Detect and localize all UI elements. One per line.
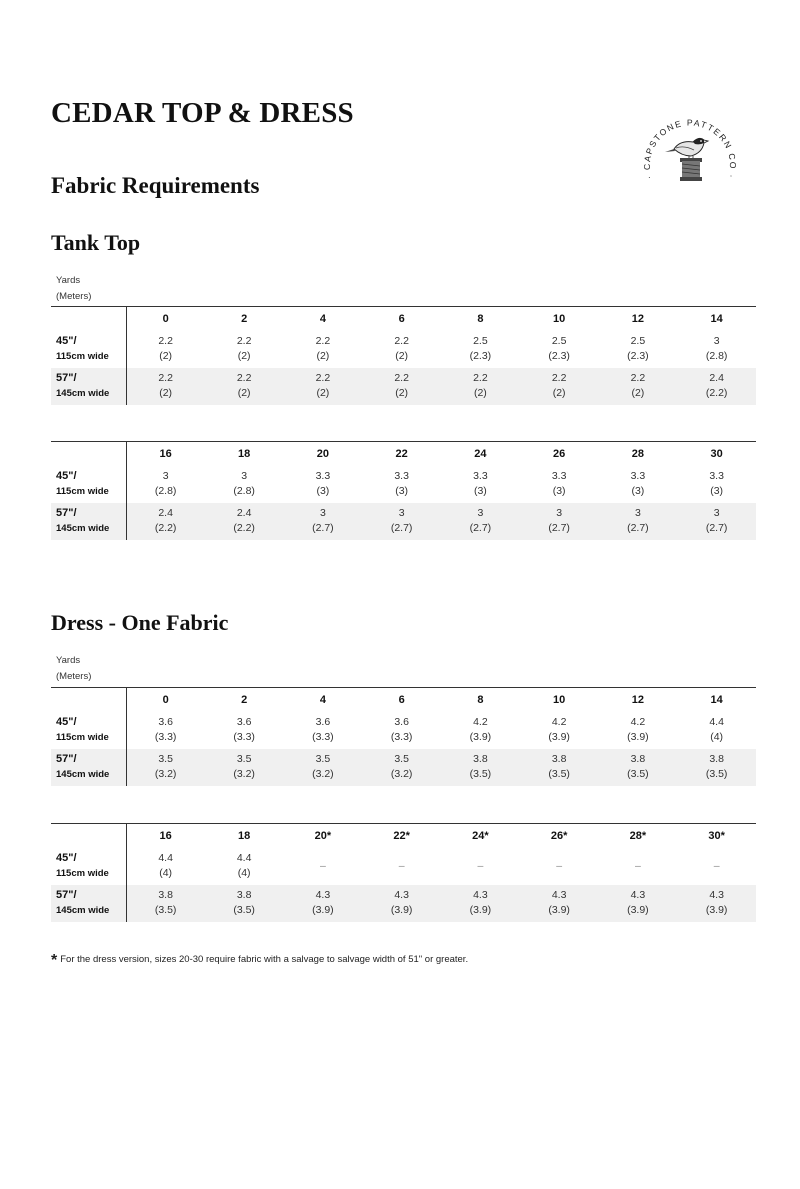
fabric-width-label: 45"/ 115cm wide: [51, 848, 126, 885]
yardage-cell-empty: –: [477, 859, 484, 872]
fabric-width-row-57: [51, 503, 756, 540]
size-header: 30: [677, 442, 756, 466]
yardage-cell: 3.5 (3.2): [312, 753, 334, 780]
yardage-cell: 3.3 (3): [709, 470, 724, 497]
yardage-cell: 3 (2.7): [705, 507, 728, 534]
fabric-width-label: 57"/ 145cm wide: [51, 503, 126, 540]
size-header: 10: [520, 688, 599, 712]
yardage-cell-empty: –: [556, 859, 563, 872]
size-header: 30*: [677, 824, 756, 848]
size-header: 16: [126, 824, 205, 848]
dress-table-sizes-16-30: [51, 823, 756, 922]
yardage-cell: 3.3 (3): [630, 470, 646, 497]
yardage-cell: 3.5 (3.2): [233, 753, 255, 780]
yardage-cell: 2.2 (2): [236, 335, 252, 362]
size-header-row: [51, 442, 756, 466]
header-corner: [51, 688, 126, 712]
yardage-cell: 2.2 (2): [158, 335, 173, 362]
yardage-cell-empty: –: [634, 859, 641, 872]
yardage-cell: 4.3 (3.9): [705, 889, 728, 916]
size-header: 6: [362, 688, 441, 712]
size-header: 26*: [520, 824, 599, 848]
yardage-cell: 3.3 (3): [473, 470, 488, 497]
header-corner: [51, 442, 126, 466]
size-header-row: [51, 307, 756, 331]
yardage-cell: 2.4 (2.2): [233, 507, 255, 534]
yardage-cell: 2.5 (2.3): [548, 335, 570, 362]
yardage-cell: 4.3 (3.9): [627, 889, 649, 916]
fabric-width-row-45: [51, 712, 756, 749]
header-corner: [51, 824, 126, 848]
size-header: 4: [284, 688, 363, 712]
size-header: 4: [284, 307, 363, 331]
yardage-cell: 3 (2.7): [548, 507, 570, 534]
yardage-cell: 2.5 (2.3): [627, 335, 649, 362]
yardage-cell: 4.2 (3.9): [469, 716, 492, 743]
fabric-width-label: 57"/ 145cm wide: [51, 885, 126, 922]
yardage-cell: 4.4 (4): [709, 716, 724, 743]
size-header: 24: [441, 442, 520, 466]
yardage-cell: 3.8 (3.5): [705, 753, 728, 780]
yardage-cell: 2.4 (2.2): [705, 372, 728, 399]
yardage-cell: 2.2 (2): [394, 335, 409, 362]
yardage-cell: 2.2 (2): [236, 372, 252, 399]
yardage-cell: 3 (2.7): [469, 507, 492, 534]
size-header: 18: [205, 442, 284, 466]
size-header: 28*: [599, 824, 678, 848]
size-header-row: [51, 688, 756, 712]
yardage-cell: 3 (2.8): [705, 335, 728, 362]
dress-table-sizes-0-14: [51, 687, 756, 786]
yardage-cell: 3.8 (3.5): [233, 889, 255, 916]
yardage-cell: 3 (2.8): [154, 470, 177, 497]
bird-on-spool-icon: [665, 138, 708, 181]
yardage-cell: 2.5 (2.3): [469, 335, 492, 362]
fabric-width-label: 57"/ 145cm wide: [51, 368, 126, 405]
yardage-cell: 2.4 (2.2): [154, 507, 177, 534]
yardage-cell: 4.2 (3.9): [627, 716, 649, 743]
yardage-cell: 3.5 (3.2): [154, 753, 177, 780]
yardage-cell-empty: –: [319, 859, 326, 872]
yardage-cell: 2.2 (2): [315, 372, 331, 399]
fabric-width-row-57: [51, 885, 756, 922]
size-header: 22: [362, 442, 441, 466]
size-header: 16: [126, 442, 205, 466]
yardage-cell: 3 (2.8): [233, 470, 255, 497]
footnote-text: For the dress version, sizes 20-30 require fabric with a salvage to salvage width of 51" or greater.: [60, 954, 469, 965]
size-header: 26: [520, 442, 599, 466]
yardage-cell: 3 (2.7): [312, 507, 334, 534]
yardage-cell: 4.3 (3.9): [312, 889, 334, 916]
fabric-width-row-57: [51, 368, 756, 405]
units-yards: Yards: [56, 275, 81, 286]
fabric-width-label: 45"/ 115cm wide: [51, 331, 126, 368]
yardage-cell: 3.6 (3.3): [154, 716, 177, 743]
yardage-cell: 3.8 (3.5): [469, 753, 492, 780]
size-header: 12: [599, 688, 678, 712]
yardage-cell: 2.2 (2): [473, 372, 488, 399]
yardage-cell: 4.4 (4): [158, 852, 173, 879]
yardage-cell-empty: –: [398, 859, 405, 872]
fabric-width-label: 45"/ 115cm wide: [51, 466, 126, 503]
yardage-cell: 2.2 (2): [630, 372, 646, 399]
size-header: 22*: [362, 824, 441, 848]
yardage-cell: 3.8 (3.5): [548, 753, 570, 780]
yardage-cell: 2.2 (2): [158, 372, 173, 399]
units-meters: (Meters): [56, 671, 92, 682]
size-header: 14: [677, 307, 756, 331]
fabric-width-label: 45"/ 115cm wide: [51, 712, 126, 749]
size-header: 8: [441, 307, 520, 331]
tank-top-heading: Tank Top: [51, 230, 141, 255]
size-header: 20*: [284, 824, 363, 848]
yardage-cell: 4.4 (4): [236, 852, 252, 879]
yardage-cell: 3.6 (3.3): [312, 716, 334, 743]
yardage-cell: 4.3 (3.9): [548, 889, 570, 916]
tank-top-units: [56, 273, 91, 305]
size-header: 20: [284, 442, 363, 466]
capstone-logo: [640, 100, 740, 190]
fabric-requirements-heading: Fabric Requirements: [51, 173, 260, 198]
size-header: 8: [441, 688, 520, 712]
size-header: 2: [205, 688, 284, 712]
units-yards: Yards: [56, 655, 81, 666]
yardage-cell: 4.3 (3.9): [390, 889, 413, 916]
fabric-width-row-57: [51, 749, 756, 786]
fabric-width-label: 57"/ 145cm wide: [51, 749, 126, 786]
units-meters: (Meters): [56, 291, 92, 302]
size-header: 10: [520, 307, 599, 331]
yardage-cell: 3.3 (3): [551, 470, 567, 497]
size-header: 28: [599, 442, 678, 466]
logo-text: · CAPSTONE PATTERN CO ·: [641, 117, 739, 181]
tank-top-table-sizes-16-30: [51, 441, 756, 540]
fabric-width-row-45: [51, 848, 756, 885]
document-title: CEDAR TOP & DRESS: [51, 97, 354, 129]
yardage-cell: 3 (2.7): [627, 507, 649, 534]
size-header: 24*: [441, 824, 520, 848]
yardage-cell: 4.2 (3.9): [548, 716, 570, 743]
fabric-width-row-45: [51, 466, 756, 503]
size-header-row: [51, 824, 756, 848]
size-header: 14: [677, 688, 756, 712]
size-header: 6: [362, 307, 441, 331]
yardage-cell: 3.8 (3.5): [627, 753, 649, 780]
size-header: 0: [126, 307, 205, 331]
yardage-cell: 2.2 (2): [551, 372, 567, 399]
yardage-cell: 3.3 (3): [315, 470, 331, 497]
size-header: 0: [126, 688, 205, 712]
size-header: 12: [599, 307, 678, 331]
yardage-cell: 3.5 (3.2): [390, 753, 413, 780]
footnote-marker: *: [51, 952, 58, 969]
tank-top-table-sizes-0-14: [51, 306, 756, 405]
yardage-cell-empty: –: [713, 859, 720, 872]
header-corner: [51, 307, 126, 331]
dress-units: [56, 653, 91, 685]
size-header: 18: [205, 824, 284, 848]
yardage-cell: 2.2 (2): [394, 372, 409, 399]
yardage-cell: 3.8 (3.5): [154, 889, 177, 916]
size-header: 2: [205, 307, 284, 331]
yardage-cell: 3 (2.7): [390, 507, 413, 534]
footnote: [51, 952, 468, 970]
yardage-cell: 3.6 (3.3): [390, 716, 413, 743]
fabric-width-row-45: [51, 331, 756, 368]
dress-one-fabric-heading: Dress - One Fabric: [51, 610, 229, 635]
yardage-cell: 3.3 (3): [394, 470, 409, 497]
yardage-cell: 2.2 (2): [315, 335, 331, 362]
yardage-cell: 4.3 (3.9): [469, 889, 492, 916]
yardage-cell: 3.6 (3.3): [233, 716, 255, 743]
